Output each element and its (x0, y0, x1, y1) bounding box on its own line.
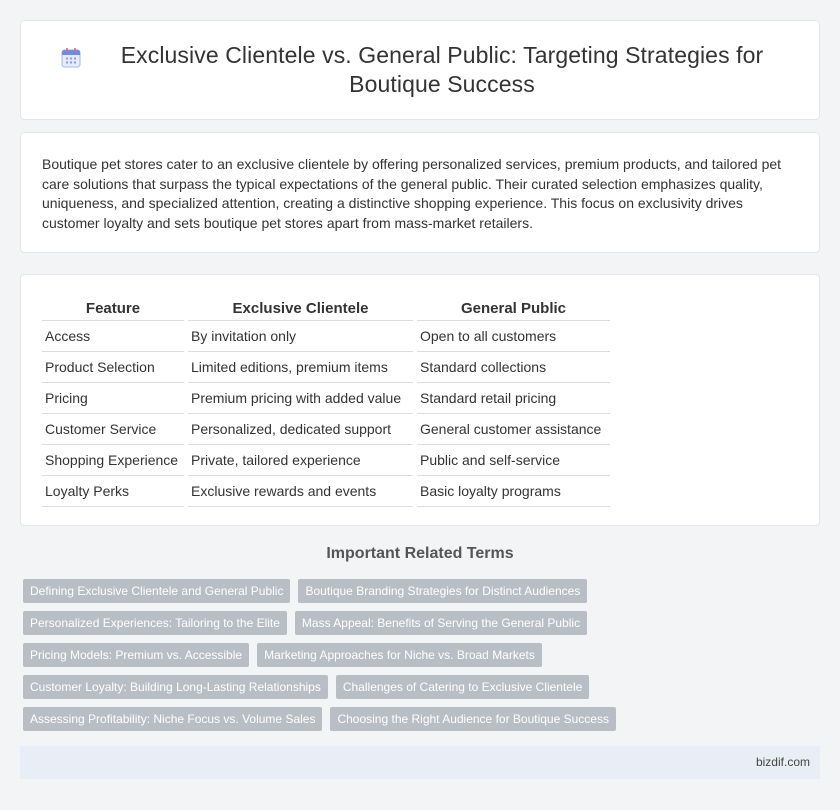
table-row (42, 321, 610, 352)
related-term-tag[interactable]: Marketing Approaches for Niche vs. Broad Markets (257, 643, 542, 667)
related-terms-list (23, 579, 823, 739)
footer (20, 746, 820, 779)
intro-card (20, 132, 820, 253)
table-row (42, 352, 610, 383)
related-term-tag[interactable]: Challenges of Catering to Exclusive Clientele (336, 675, 589, 699)
table-cell: Pricing (42, 383, 184, 414)
table-cell: Standard retail pricing (417, 383, 610, 414)
page-title: Exclusive Clientele vs. General Public: Targeting Strategies for Boutique Success (120, 42, 764, 97)
table-cell: Customer Service (42, 414, 184, 445)
header-card (20, 20, 820, 120)
table-cell: General customer assistance (417, 414, 610, 445)
column-header: General Public (417, 297, 610, 321)
related-term-tag[interactable]: Personalized Experiences: Tailoring to the Elite (23, 611, 287, 635)
table-cell: Premium pricing with added value (188, 383, 413, 414)
related-term-tag[interactable]: Mass Appeal: Benefits of Serving the General Public (295, 611, 587, 635)
related-term-tag[interactable]: Customer Loyalty: Building Long-Lasting Relationships (23, 675, 328, 699)
table-cell: Access (42, 321, 184, 352)
column-header: Feature (42, 297, 184, 321)
table-cell: Exclusive rewards and events (188, 476, 413, 507)
table-cell: Public and self-service (417, 445, 610, 476)
related-term-tag[interactable]: Pricing Models: Premium vs. Accessible (23, 643, 249, 667)
table-cell: By invitation only (188, 321, 413, 352)
table-cell: Open to all customers (417, 321, 610, 352)
table-cell: Loyalty Perks (42, 476, 184, 507)
column-header: Exclusive Clientele (188, 297, 413, 321)
related-term-tag[interactable]: Choosing the Right Audience for Boutique Success (330, 707, 616, 731)
table-cell: Standard collections (417, 352, 610, 383)
related-term-tag[interactable]: Defining Exclusive Clientele and General Public (23, 579, 290, 603)
table-cell: Private, tailored experience (188, 445, 413, 476)
related-terms-title: Important Related Terms (326, 545, 514, 562)
table-header-row (42, 297, 610, 321)
footer-brand[interactable]: bizdif.com (755, 755, 810, 769)
table-cell: Shopping Experience (42, 445, 184, 476)
comparison-table (38, 297, 614, 507)
table-row (42, 445, 610, 476)
table-cell: Personalized, dedicated support (188, 414, 413, 445)
table-row (42, 414, 610, 445)
related-term-tag[interactable]: Assessing Profitability: Niche Focus vs. Volume Sales (23, 707, 322, 731)
calendar-icon (60, 47, 82, 69)
table-cell: Limited editions, premium items (188, 352, 413, 383)
intro-text: Boutique pet stores cater to an exclusive clientele by offering personalized services, premium products, and tailored pet care solutions that surpass the typical expectations of the general public. Their curated selection emphasizes quality, uniqueness, and specialized attention, creating a distinctive shopping experience. This focus on exclusivity drives customer loyalty and sets boutique pet stores apart from mass-market retailers. (42, 156, 782, 231)
related-term-tag[interactable]: Boutique Branding Strategies for Distinct Audiences (298, 579, 587, 603)
table-row (42, 476, 610, 507)
comparison-card (20, 274, 820, 526)
table-row (42, 383, 610, 414)
table-cell: Basic loyalty programs (417, 476, 610, 507)
table-cell: Product Selection (42, 352, 184, 383)
